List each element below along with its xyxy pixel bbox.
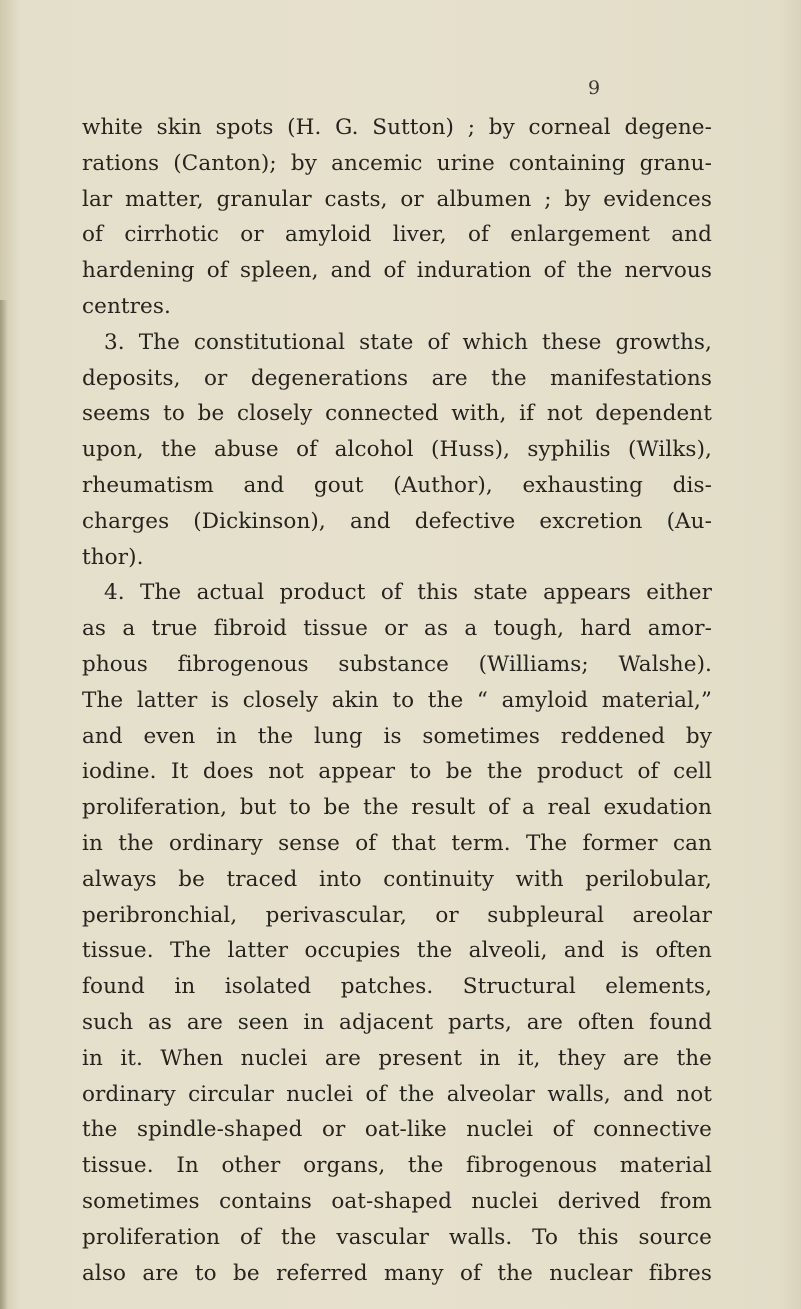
text-line: charges (Dickinson), and defective excretion (Au- (82, 508, 712, 534)
text-line: white skin spots (H. G. Sutton) ; by corneal degene- (82, 115, 712, 140)
text-line: tissue. The latter occupies the alveoli, and is often (82, 938, 712, 964)
text-line: such as are seen in adjacent parts, are often found (82, 1009, 712, 1035)
text-line: phous fibrogenous substance (Williams; Walshe). (82, 651, 712, 677)
text-line: rheumatism and gout (Author), exhausting dis- (82, 472, 712, 498)
page-edge-shadow (0, 300, 8, 1309)
text-line: found in isolated patches. Structural elements, (82, 974, 712, 1000)
text-line: thor). (82, 544, 144, 570)
text-line: lar matter, granular casts, or albumen ; by evidences (82, 186, 712, 212)
text-line: in the ordinary sense of that term. The former can (82, 830, 712, 856)
text-line: hardening of spleen, and of induration of the nervous (82, 258, 712, 284)
text-line: of cirrhotic or amyloid liver, of enlargement and (82, 222, 712, 248)
text-line: ordinary circular nuclei of the alveolar walls, and not (82, 1081, 712, 1107)
body-text (82, 110, 712, 1291)
text-line: deposits, or degenerations are the manifestations (82, 365, 712, 391)
text-line: always be traced into continuity with perilobular, (82, 866, 712, 892)
text-line: 4. The actual product of this state appears either (104, 580, 712, 606)
text-line: 3. The constitutional state of which these growths, (104, 329, 712, 355)
text-line: peribronchial, perivascular, or subpleural areolar (82, 902, 712, 928)
text-line: seems to be closely connected with, if not dependent (82, 401, 712, 427)
text-line: The latter is closely akin to the “ amyloid material,” (82, 687, 712, 713)
text-line: rations (Canton); by ancemic urine containing granu- (82, 150, 712, 176)
text-line: and even in the lung is sometimes reddened by (82, 723, 712, 749)
text-line: the spindle-shaped or oat-like nuclei of connective (82, 1117, 712, 1143)
text-line: iodine. It does not appear to be the product of cell (82, 759, 712, 785)
text-line: sometimes contains oat-shaped nuclei derived from (82, 1188, 712, 1214)
text-line: proliferation, but to be the result of a real exudation (82, 795, 712, 821)
text-line: as a true fibroid tissue or as a tough, hard amor- (82, 616, 712, 642)
text-line: centres. (82, 293, 171, 319)
text-line: proliferation of the vascular walls. To this source (82, 1224, 712, 1250)
text-line: tissue. In other organs, the fibrogenous material (82, 1153, 712, 1179)
page-number: 9 (588, 77, 601, 99)
text-line: in it. When nuclei are present in it, they are the (82, 1045, 712, 1071)
text-line: also are to be referred many of the nuclear fibres (82, 1260, 712, 1286)
text-line: upon, the abuse of alcohol (Huss), syphilis (Wilks), (82, 437, 712, 463)
